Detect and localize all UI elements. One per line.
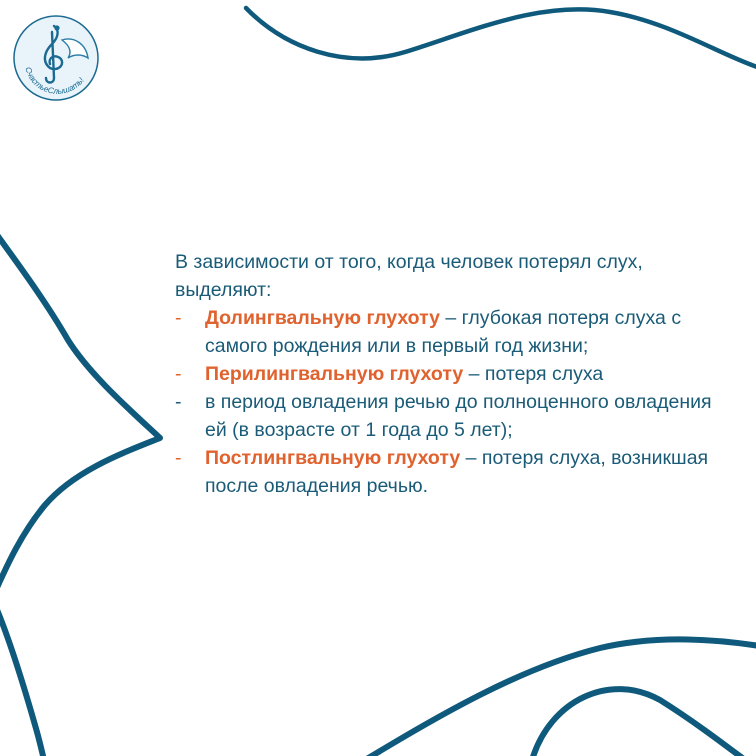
top-right-curve [246, 8, 756, 68]
list-item-perilingual-continued [175, 388, 735, 444]
list-item-perilingual [175, 360, 735, 388]
description-perilingual: – потеря слуха [463, 363, 604, 385]
description-postlingual: – потеря слуха, возникшая после овладения речью. [205, 447, 709, 497]
term-postlingual: Постлингвальную глухоту [205, 447, 461, 469]
brand-logo [12, 14, 100, 102]
main-text-block [175, 248, 735, 500]
term-perilingual: Перилингвальную глухоту [205, 363, 464, 385]
bottom-right-curve-2 [532, 689, 745, 756]
bottom-left-curve [0, 605, 44, 756]
list-dash: - [175, 307, 182, 329]
description-prelingual: – глубокая потеря слуха с самого рождения или в первый год жизни; [205, 307, 682, 357]
term-prelingual: Долингвальную глухоту [205, 307, 440, 329]
description-perilingual-continued: в период овладения речью до полноценного овладения ей (в возрасте от 1 года до 5 лет); [205, 391, 712, 441]
list-dash: - [175, 363, 182, 385]
hearing-loss-types-list [175, 304, 735, 500]
list-dash: - [175, 391, 182, 413]
list-item-postlingual [175, 444, 735, 500]
list-item-prelingual [175, 304, 735, 360]
logo-text: СчастьеСлышать! [23, 65, 86, 96]
bottom-right-curve [365, 639, 756, 756]
list-dash: - [175, 447, 182, 469]
intro-paragraph: В зависимости от того, когда человек потерял слух, выделяют: [175, 251, 643, 301]
left-curve [0, 232, 160, 592]
